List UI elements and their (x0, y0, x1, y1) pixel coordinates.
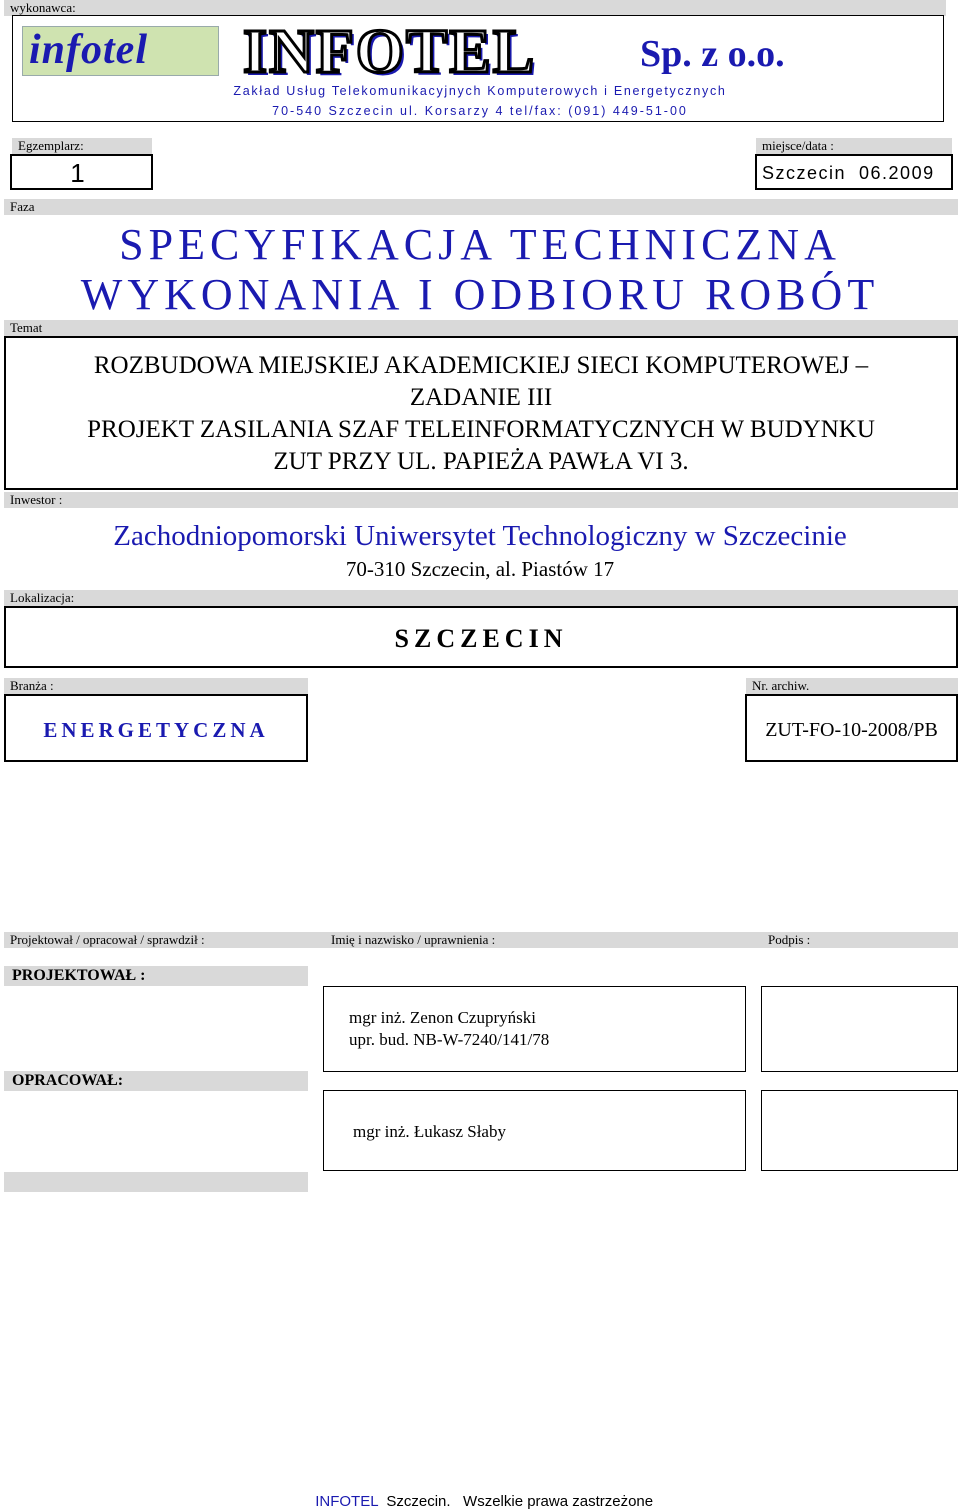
topic-label-bar (4, 320, 958, 336)
footer-text: Szczecin. Wszelkie prawa zastrzeżone (378, 1493, 654, 1510)
investor-address: 70-310 Szczecin, al. Piastów 17 (345, 557, 615, 581)
phase-label: Faza (10, 199, 35, 214)
preparer-name: mgr inż. Łukasz Słaby (353, 1122, 506, 1141)
footer-brand: INFOTEL (315, 1493, 379, 1510)
contractor-tagline: Zakład Usług Telekomunikacyjnych Komputerowych i Energetycznych (233, 84, 727, 98)
copy-label: Egzemplarz: (18, 138, 84, 153)
investor-label: Inwestor : (10, 492, 63, 507)
topic-line3: PROJEKT ZASILANIA SZAF TELEINFORMATYCZNYCH W BUDYNKU (87, 416, 875, 443)
place-date-value: Szczecin 06.2009 (762, 163, 935, 183)
contractor-address: 70-540 Szczecin ul. Korsarzy 4 tel/fax: (091) 449-51-00 (272, 104, 688, 118)
logo-text: infotel (29, 27, 148, 73)
designer-name: mgr inż. Zenon Czupryński (349, 1008, 536, 1027)
infotel-logo (22, 26, 219, 76)
prepared-label: OPRACOWAŁ: (12, 1072, 124, 1089)
archive-box (745, 694, 958, 762)
contractor-label-bar (4, 0, 946, 16)
copy-value: 1 (70, 158, 85, 188)
col-role-header: Projektował / opracował / sprawdził : (10, 932, 205, 947)
location-box (4, 606, 958, 668)
topic-line1: ROZBUDOWA MIEJSKIEJ AKADEMICKIEJ SIECI KOMPUTEROWEJ – (93, 352, 869, 379)
designer-license: upr. bud. NB-W-7240/141/78 (349, 1030, 550, 1049)
topic-label: Temat (10, 320, 43, 335)
location-label: Lokalizacja: (10, 590, 75, 605)
branch-label: Branża : (10, 678, 54, 693)
investor-label-bar (4, 492, 958, 508)
designer-name-box (323, 986, 746, 1072)
place-date-label: miejsce/data : (762, 138, 834, 153)
branch-box (4, 694, 308, 762)
designed-label: PROJEKTOWAŁ : (12, 967, 146, 984)
investor-name: Zachodniopomorski Uniwersytet Technologiczny w Szczecinie (113, 520, 847, 552)
location-value: SZCZECIN (394, 624, 568, 653)
branch-value: ENERGETYCZNA (43, 718, 269, 742)
empty-role-bar (4, 1172, 308, 1192)
spec-title-line2: WYKONANIA I ODBIORU ROBÓT (80, 270, 880, 319)
preparer-name-box (323, 1090, 746, 1171)
brand-name: INFOTEL (243, 18, 537, 86)
archive-value: ZUT-FO-10-2008/PB (765, 719, 938, 741)
footer (0, 1472, 960, 1512)
topic-line4: ZUT PRZY UL. PAPIEŻA PAWŁA VI 3. (273, 448, 689, 475)
place-date-box (755, 154, 953, 190)
contractor-label: wykonawca: (10, 0, 76, 15)
topic-box (4, 336, 958, 490)
location-label-bar (4, 590, 958, 606)
preparer-signature-box (761, 1090, 958, 1171)
col-name-header: Imię i nazwisko / uprawnienia : (331, 932, 496, 947)
spec-title-line1: SPECYFIKACJA TECHNICZNA (119, 220, 841, 269)
topic-line2: ZADANIE III (409, 384, 553, 411)
phase-label-bar (4, 199, 958, 215)
archive-label: Nr. archiw. (752, 678, 810, 693)
brand-suffix: Sp. z o.o. (640, 33, 785, 75)
designer-signature-box (761, 986, 958, 1072)
col-sign-header: Podpis : (768, 932, 811, 947)
copy-box (10, 154, 153, 190)
